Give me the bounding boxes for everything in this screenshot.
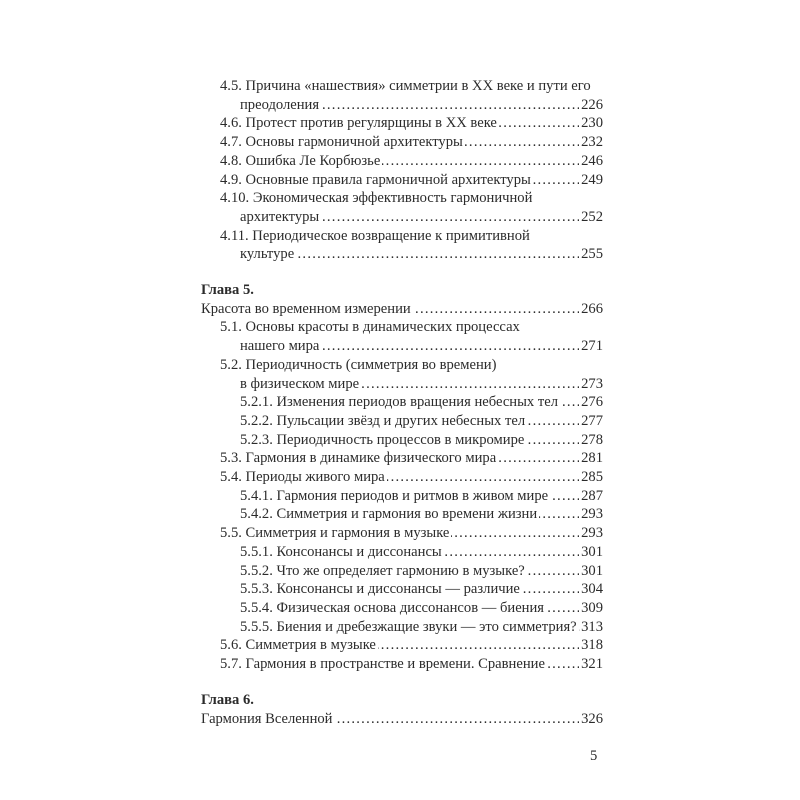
toc-page-number: 301 — [581, 543, 603, 560]
toc-page-number: 226 — [581, 96, 603, 113]
toc-entry-line — [201, 655, 603, 674]
dot-leader — [321, 96, 579, 115]
toc-entry-line — [201, 487, 603, 506]
toc-entry-title: архитектуры — [240, 208, 320, 225]
toc-page-number: 285 — [581, 469, 603, 486]
toc-entry-line — [201, 468, 603, 487]
dot-leader — [560, 393, 579, 412]
toc-entry-line — [201, 505, 603, 524]
dot-leader — [526, 431, 579, 450]
toc-page-number: 255 — [581, 246, 603, 263]
toc-entry-title: 5.5.4. Физическая основа диссонансов — биения — [240, 599, 545, 616]
toc-entry-line — [201, 96, 603, 115]
page-number: 5 — [590, 748, 598, 764]
toc-page-number: 301 — [581, 562, 603, 579]
toc-entry-line — [201, 580, 603, 599]
toc-page-number: 318 — [581, 637, 603, 654]
toc-page-number: 309 — [581, 599, 603, 616]
toc-page-number: 252 — [581, 208, 603, 225]
toc-entry-line — [201, 449, 603, 468]
chapter-heading: Глава 5. — [201, 282, 254, 299]
chapter-heading: Глава 6. — [201, 691, 254, 708]
dot-leader — [321, 337, 579, 356]
toc-entry-line — [201, 599, 603, 618]
toc-entry-line — [201, 337, 603, 356]
toc-entry — [201, 543, 603, 562]
toc-entry — [201, 505, 603, 524]
toc-entry-line — [201, 375, 603, 394]
toc-page-number: 293 — [581, 506, 603, 523]
toc-entry — [201, 227, 603, 264]
toc-entry-title: 5.5.2. Что же определяет гармонию в музыке? — [240, 562, 525, 579]
dot-leader — [413, 300, 579, 319]
dot-leader — [498, 449, 579, 468]
dot-leader — [527, 562, 579, 581]
toc-entry-title: 4.5. Причина «нашествия» симметрии в XX веке и пути его — [220, 78, 591, 94]
toc-entry — [201, 152, 603, 171]
toc-entry — [201, 449, 603, 468]
toc-entry-title: 5.2.3. Периодичность процессов в микромире — [240, 431, 525, 448]
dot-leader — [378, 636, 579, 655]
toc-entry — [201, 599, 603, 618]
toc-entry-line — [201, 618, 603, 637]
toc-entry-line — [201, 431, 603, 450]
toc-entry — [201, 636, 603, 655]
toc-entry-title: Красота во временном измерении — [201, 300, 411, 317]
dot-leader — [539, 505, 579, 524]
table-of-contents — [201, 77, 603, 728]
dot-leader — [451, 524, 579, 543]
toc-page-number: 293 — [581, 525, 603, 542]
toc-page-number: 271 — [581, 338, 603, 355]
toc-entry-title: 5.2.1. Изменения периодов вращения небесных тел — [240, 394, 558, 411]
toc-page-number: 276 — [581, 394, 603, 411]
toc-entry-line — [201, 114, 603, 133]
dot-leader — [335, 710, 580, 729]
toc-entry — [201, 524, 603, 543]
toc-entry-title: 4.8. Ошибка Ле Корбюзье — [220, 152, 381, 169]
toc-entry-line — [201, 300, 603, 319]
dot-leader — [546, 599, 579, 618]
toc-entry-line — [201, 77, 603, 96]
toc-entry — [201, 580, 603, 599]
toc-entry-title: 5.4.2. Симметрия и гармония во времени жизни — [240, 506, 538, 523]
toc-entry-title: в физическом мире — [240, 375, 360, 392]
toc-page-number: 304 — [581, 581, 603, 598]
toc-entry-title: 4.9. Основные правила гармоничной архитектуры — [220, 171, 531, 188]
toc-entry-title: 5.1. Основы красоты в динамических процессах — [220, 319, 520, 336]
toc-entry-line — [201, 562, 603, 581]
dot-leader — [499, 114, 579, 133]
toc-page-number: 281 — [581, 450, 603, 467]
toc-entry-title: 5.5. Симметрия и гармония в музыке — [220, 525, 450, 542]
dot-leader — [321, 208, 579, 227]
toc-page-number: 287 — [581, 487, 603, 504]
toc-entry-title: 5.3. Гармония в динамике физического мира — [220, 450, 497, 467]
toc-entry — [201, 133, 603, 152]
toc-entry-line — [201, 543, 603, 562]
toc-page-number: 313 — [581, 618, 603, 635]
dot-leader — [387, 468, 579, 487]
dot-leader — [361, 375, 579, 394]
toc-entry — [201, 710, 603, 729]
dot-leader — [465, 133, 579, 152]
toc-entry — [201, 171, 603, 190]
dot-leader — [382, 152, 579, 171]
toc-entry-line — [201, 393, 603, 412]
toc-entry-title: 5.6. Симметрия в музыке — [220, 637, 376, 654]
dot-leader — [522, 580, 579, 599]
toc-entry-title: культуре — [240, 246, 295, 263]
toc-entry — [201, 618, 603, 637]
toc-entry-title: 4.6. Протест против регулярщины в XX веке — [220, 115, 497, 132]
dot-leader — [444, 543, 579, 562]
toc-entry-title: 5.5.3. Консонансы и диссонансы — различие — [240, 581, 520, 598]
toc-entry — [201, 468, 603, 487]
toc-entry-line — [201, 356, 603, 375]
toc-page-number: 278 — [581, 431, 603, 448]
toc-entry-title: 5.4. Периоды живого мира — [220, 469, 385, 486]
toc-entry — [201, 393, 603, 412]
toc-entry-line — [201, 245, 603, 264]
toc-page-number: 230 — [581, 115, 603, 132]
toc-entry — [201, 562, 603, 581]
toc-entry-line — [201, 636, 603, 655]
toc-page-number: 277 — [581, 412, 603, 429]
toc-page-number: 246 — [581, 152, 603, 169]
toc-entry — [201, 431, 603, 450]
toc-entry — [201, 655, 603, 674]
toc-entry-title: 4.11. Периодическое возвращение к примитивной — [220, 227, 530, 244]
dot-leader — [296, 245, 579, 264]
toc-entry-line — [201, 208, 603, 227]
toc-entry — [201, 318, 603, 355]
toc-entry-line — [201, 524, 603, 543]
toc-entry-title: 4.10. Экономическая эффективность гармоничной — [220, 190, 533, 207]
toc-entry — [201, 356, 603, 393]
toc-entry — [201, 189, 603, 226]
toc-entry-title: преодоления — [240, 96, 320, 113]
toc-page-number: 266 — [581, 300, 603, 317]
toc-page-number: 249 — [581, 171, 603, 188]
toc-entry-title: 5.7. Гармония в пространстве и времени. Сравнение — [220, 656, 545, 673]
toc-entry-line — [201, 152, 603, 171]
toc-entry-line — [201, 189, 603, 208]
toc-page-number: 232 — [581, 134, 603, 151]
toc-entry-title: 5.2.2. Пульсации звёзд и других небесных тел — [240, 412, 526, 429]
toc-entry — [201, 487, 603, 506]
toc-entry-line — [201, 318, 603, 337]
toc-entry — [201, 114, 603, 133]
toc-entry-title: 5.4.1. Гармония периодов и ритмов в живом мире — [240, 487, 549, 504]
toc-entry-line — [201, 412, 603, 431]
toc-entry-title: 5.2. Периодичность (симметрия во времени) — [220, 356, 497, 373]
toc-entry-line — [201, 710, 603, 729]
toc-entry-title: 5.5.1. Консонансы и диссонансы — [240, 543, 442, 560]
toc-entry — [201, 412, 603, 431]
dot-leader — [533, 171, 579, 190]
dot-leader — [550, 487, 579, 506]
dot-leader — [527, 412, 579, 431]
toc-page-number: 321 — [581, 656, 603, 673]
toc-page-number: 273 — [581, 375, 603, 392]
toc-entry — [201, 77, 603, 114]
toc-entry — [201, 300, 603, 319]
toc-page-number: 326 — [581, 710, 603, 727]
toc-entry-title: нашего мира — [240, 338, 320, 355]
toc-entry-title: 5.5.5. Биения и дребезжащие звуки — это симметрия? — [240, 618, 577, 635]
toc-entry-line — [201, 227, 603, 246]
toc-entry-line — [201, 133, 603, 152]
toc-entry-line — [201, 171, 603, 190]
dot-leader — [547, 655, 579, 674]
toc-entry-title: Гармония Вселенной — [201, 710, 333, 727]
toc-entry-title: 4.7. Основы гармоничной архитектуры — [220, 134, 463, 151]
